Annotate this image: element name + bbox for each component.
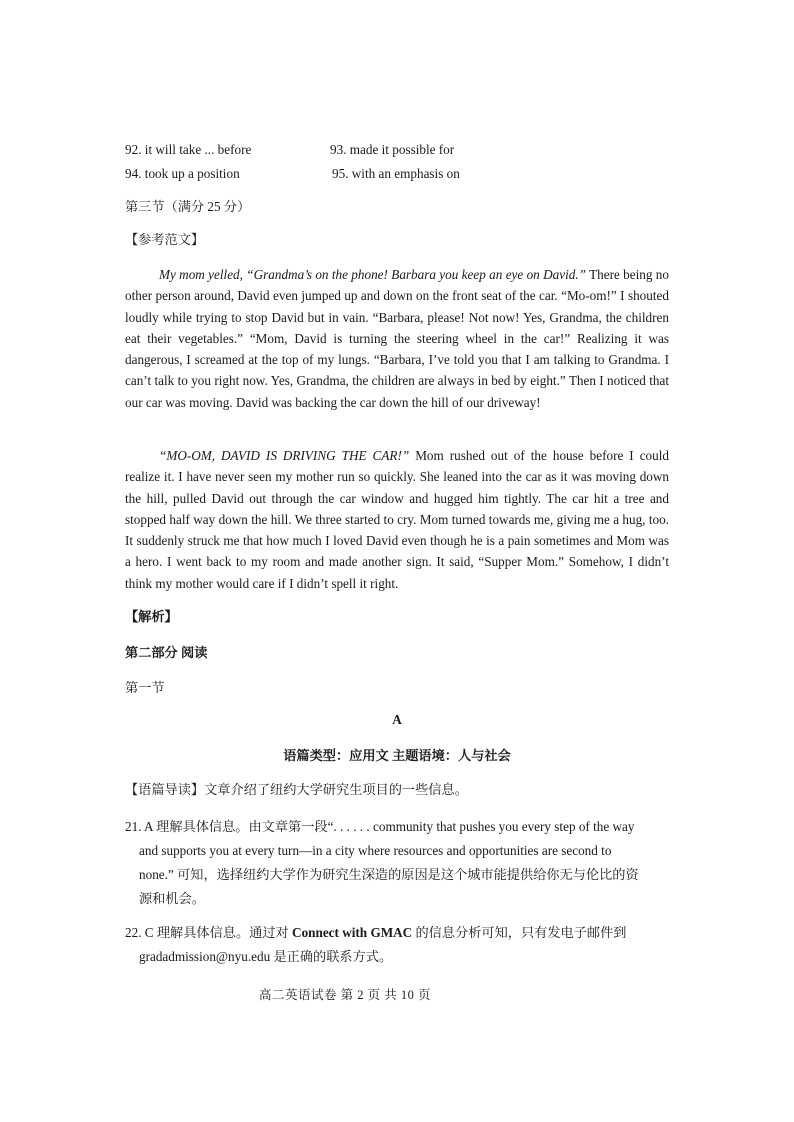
part2-heading: 第二部分 阅读 (125, 645, 208, 660)
essay-paragraph-2 (125, 445, 669, 594)
answer-22-line: gradadmission@nyu.edu 是正确的联系方式。 (139, 949, 393, 964)
essay-p1-opening: My mom yelled, “Grandma’s on the phone! Barbara you keep an eye on David.” (159, 267, 586, 282)
essay-p2-body: Mom rushed out of the house before I could realize it. I have never seen my mother run so quickly. She leaned into the car as it was moving down the hill, pulled David out through the car window and hugged him tightly. The car hit a tree and stopped half way down the hill. We three started to cry. Mom turned towards me, giving me a hug, too. It suddenly struck me that how much I loved David even though he is a pain sometimes and Mom was a hero. I went back to my room and made another sign. It said, “Supper Mom.” Somehow, I didn’t think my mother would care if I didn’t spell it right. (125, 448, 669, 591)
essay-p2-opening: “MO-OM, DAVID IS DRIVING THE CAR!” (159, 448, 410, 463)
page-footer: 高二英语试卷 第 2 页 共 10 页 (258, 988, 431, 1002)
answer-22 (125, 921, 670, 969)
essay-paragraph-1 (125, 264, 669, 413)
answer-21-line: 源和机会。 (139, 891, 205, 906)
phrase-92: 92. it will take ... before (125, 142, 252, 157)
answer-22-bold-term: Connect with GMAC (292, 925, 413, 940)
answer-22-suffix: 的信息分析可知，只有发电子邮件到 (412, 925, 627, 940)
analysis-label: 【解析】 (125, 609, 178, 624)
phrase-93: 93. made it possible for (330, 142, 455, 157)
section3-heading: 第三节（满分 25 分） (125, 199, 251, 214)
answer-22-prefix: 22. C 理解具体信息。通过对 (125, 925, 293, 940)
answer-21-line: none.” 可知，选择纽约大学作为研究生深造的原因是这个城市能提供给你无与伦比的资 (139, 867, 639, 882)
phrase-95: 95. with an emphasis on (332, 166, 460, 181)
answer-21-line: and supports you at every turn—in a city where resources and opportunities are second to (139, 843, 612, 858)
answer-22-line (125, 921, 670, 945)
passage-guide: 【语篇导读】文章介绍了纽约大学研究生项目的一些信息。 (125, 782, 468, 797)
phrase-94: 94. took up a position (125, 166, 240, 181)
answer-21 (125, 815, 670, 911)
answer-21-line: 21. A 理解具体信息。由文章第一段“. . . . . . community that pushes you every step of the way (125, 819, 635, 834)
essay-p1-body: There being no other person around, David even jumped up and down on the front seat of the car. “Mo-om!” I shouted loudly while trying to stop David but in vain. “Barbara, please! Not now! Yes, Grandma, the children eat their vegetables.” “Mom, David is turning the steering wheel in the car!” Realizing it was dangerous, I screamed at the top of my lungs. “Barbara, I’ve told you that I am talking to Grandma. I can’t talk to you right now. Yes, Grandma, the children are always in bed by eight.” Then I noticed that our car was moving. David was backing the car down the hill of our driveway! (125, 267, 669, 410)
passage-letter: A (392, 712, 402, 727)
model-essay-label: 【参考范文】 (125, 232, 205, 247)
passage-type: 语篇类型：应用文 主题语境：人与社会 (283, 748, 511, 763)
section1-heading: 第一节 (125, 680, 165, 695)
